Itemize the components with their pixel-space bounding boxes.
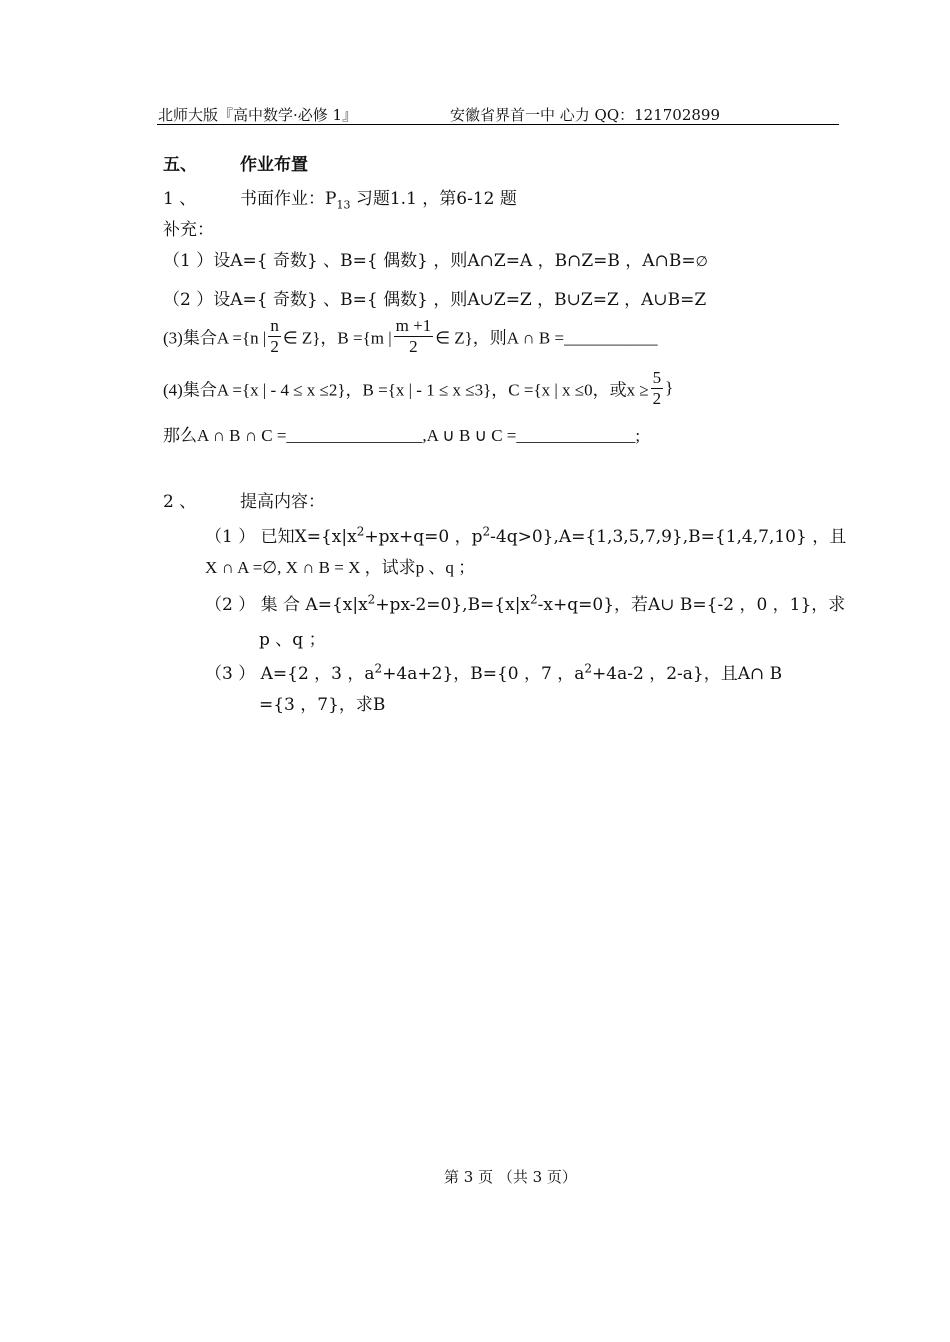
section-title: 作业布置 <box>240 155 308 175</box>
problem-1-part-a: （1 ） 已知X={x|x <box>205 527 357 547</box>
fraction-denominator: 2 <box>270 336 279 356</box>
section-number: 五、 <box>163 155 197 175</box>
problem-2-part-c: -x+q=0}，若A∪ B={-2 ，0 ，1}，求 <box>537 595 846 615</box>
supplement-4-part-b: } <box>665 378 674 398</box>
problem-2-line-1 <box>205 590 845 615</box>
fraction-n-over-2 <box>268 316 281 356</box>
fraction-denominator: 2 <box>409 336 418 356</box>
problem-1-part-b: +px+q=0 ，p <box>364 527 483 547</box>
homework-2-number: 2 、 <box>163 492 197 512</box>
problem-1-line-2: X ∩ A =∅, X ∩ B = X ，试求p 、q ； <box>205 558 476 577</box>
supplement-1-text: （1 ）设A={ 奇数} 、B={ 偶数} ，则A∩Z=A ，B∩Z=B ，A∩B= <box>163 251 696 271</box>
supplement-4-part-a: (4)集合A ={x | - 4 ≤ x ≤2}，B ={x | - 1 ≤ x ≤3}，C ={x | x ≤0，或x ≥ <box>163 380 649 400</box>
problem-3-part-a: （3 ） A={2 ，3 ，a <box>205 664 375 684</box>
problem-3-part-c: +4a-2 ，2-a}，且A∩ B <box>592 664 783 684</box>
problem-2-part-b: +px-2=0},B={x|x <box>375 595 531 615</box>
homework-1-page: 13 <box>336 198 351 212</box>
header-right: 安徽省界首一中 心力 QQ：121702899 <box>450 106 721 124</box>
homework-1-rest: 习题1.1 ，第6-12 题 <box>350 189 517 209</box>
supplement-1 <box>163 246 708 271</box>
problem-1-line-1 <box>205 522 846 547</box>
empty-set-symbol: ∅ <box>695 254 708 270</box>
supplement-4 <box>163 368 673 408</box>
fraction-5-over-2 <box>651 368 664 408</box>
fraction-m-plus-1-over-2 <box>394 316 434 356</box>
problem-2-exp-a: 2 <box>367 592 376 607</box>
homework-1-text <box>240 184 517 211</box>
supplement-3-part-a: (3)集合A ={n | <box>163 328 267 348</box>
fraction-denominator: 2 <box>652 388 662 408</box>
supplement-2: （2 ）设A={ 奇数} 、B={ 偶数} ，则A∪Z=Z ，B∪Z=Z ，A∪B=Z <box>163 290 707 310</box>
problem-2-line-2: p 、q ； <box>259 630 326 650</box>
header-left: 北师大版『高中数学·必修 1』 <box>158 106 358 124</box>
homework-1-label: 书面作业：P <box>240 189 337 209</box>
page-footer: 第 3 页 （共 3 页） <box>444 1168 577 1186</box>
problem-2-part-a: （2 ） 集 合 A={x|x <box>205 595 368 615</box>
fraction-numerator: m +1 <box>395 316 432 335</box>
problem-3-line-1 <box>205 659 782 684</box>
fraction-numerator: n <box>270 316 279 335</box>
homework-1-number: 1 、 <box>163 189 197 209</box>
problem-1-exp-b: 2 <box>482 524 491 539</box>
problem-3-part-b: +4a+2}，B={0 ，7 ，a <box>382 664 585 684</box>
problem-1-part-c: -4q>0},A={1,3,5,7,9},B={1,4,7,10} ，且 <box>490 527 847 547</box>
fraction-numerator: 5 <box>652 368 662 387</box>
problem-3-exp-a: 2 <box>374 661 383 676</box>
supplement-4-line-2: 那么A ∩ B ∩ C =________________,A ∪ B ∪ C =______________; <box>163 426 641 445</box>
header-rule <box>157 124 839 125</box>
problem-1-exp-a: 2 <box>356 524 365 539</box>
problem-3-line-2: ={3 ，7}，求B <box>259 695 386 715</box>
supplement-3-part-c: ∈ Z}，则A ∩ B =___________ <box>435 328 658 348</box>
supplement-label: 补充： <box>163 220 214 240</box>
homework-2-label: 提高内容： <box>240 492 325 512</box>
problem-2-exp-b: 2 <box>530 592 538 607</box>
problem-3-exp-b: 2 <box>584 661 593 676</box>
supplement-3-part-b: ∈ Z}，B ={m | <box>282 328 392 348</box>
supplement-3 <box>163 316 658 356</box>
